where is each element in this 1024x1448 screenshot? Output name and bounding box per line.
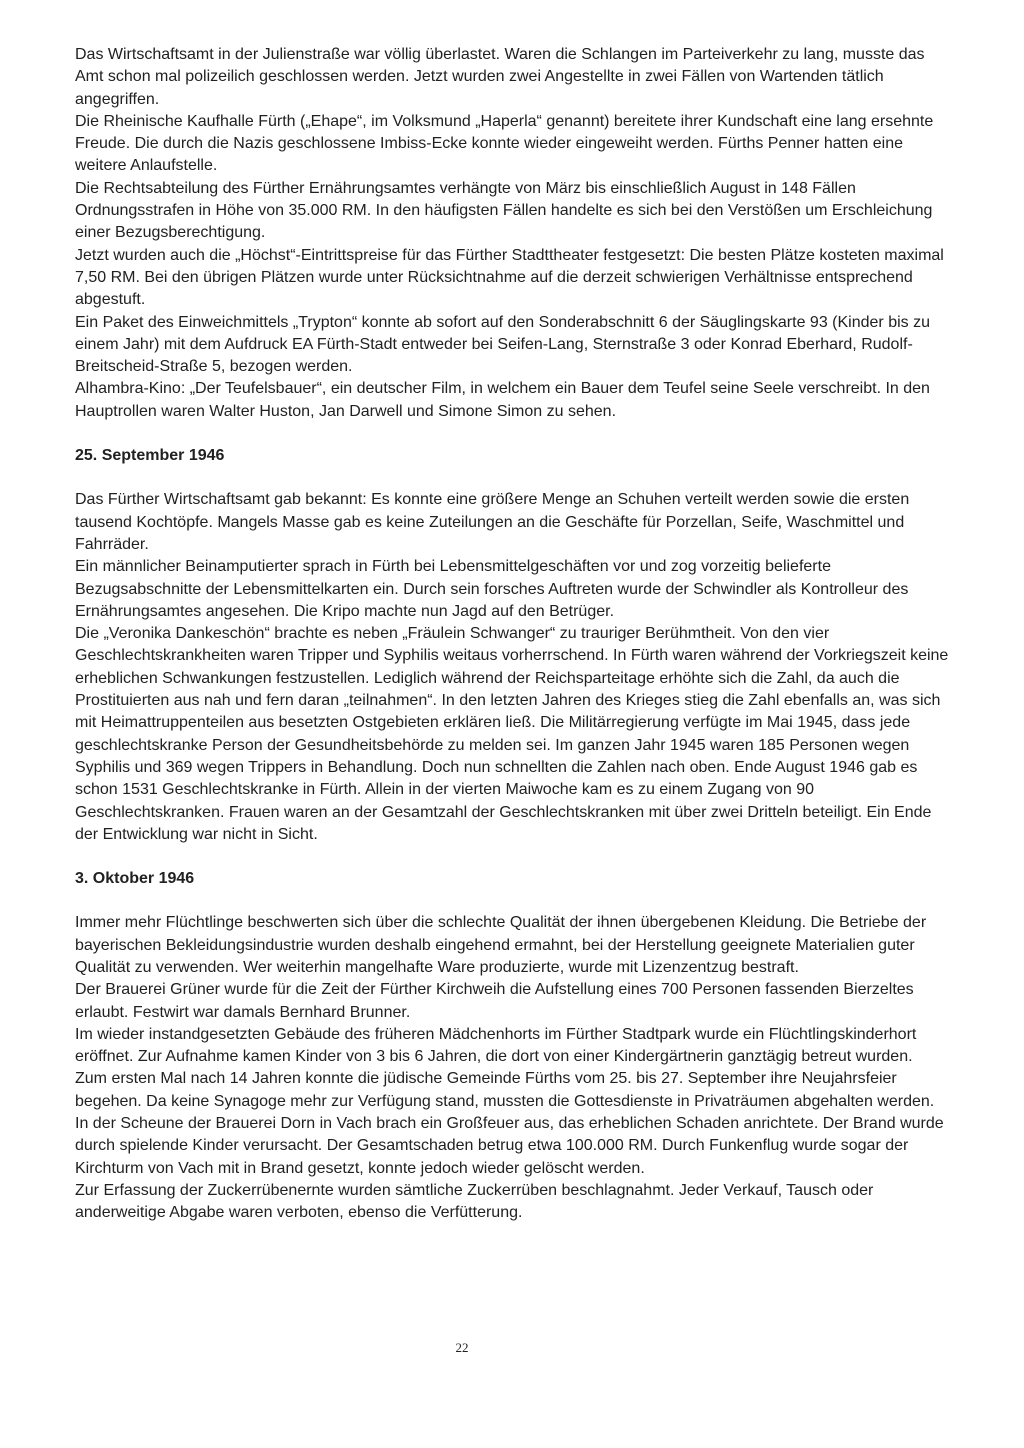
paragraph: Ein männlicher Beinamputierter sprach in Fürth bei Lebensmittelgeschäften vor und zog vorzeitig belieferte Bezugsabschnitte der Lebensmittelkarten ein. Durch sein forsches Auftreten wurde der Schwindler als Kontrolleur des Ernährungsamtes angesehen. Die Kripo machte nun Jagd auf den Betrüger. [75,558,909,620]
paragraph: In der Scheune der Brauerei Dorn in Vach brach ein Großfeuer aus, das erheblichen Schaden anrichtete. Der Brand wurde durch spielende Kinder verursacht. Der Gesamtschaden betrug etwa 100.000 RM. Durch Funkenflug wurde sogar der Kirchturm von Vach mit in Brand gesetzt, konnte jedoch wieder gelöscht werden. [75,1115,944,1177]
paragraph: Zum ersten Mal nach 14 Jahren konnte die jüdische Gemeinde Fürths vom 25. bis 27. September ihre Neujahrsfeier begehen. Da keine Synagoge mehr zur Verfügung stand, mussten die Gottesdienste in Privaträumen abgehalten werden. [75,1070,935,1110]
page-content [75,44,951,1225]
paragraph: Die Rechtsabteilung des Fürther Ernährungsamtes verhängte von März bis einschließlich August in 148 Fällen Ordnungsstrafen in Höhe von 35.000 RM. In den häufigsten Fällen handelte es sich bei den Verstößen um Erschleichung einer Bezugsberechtigung. [75,179,933,242]
section-heading-3-oktober-1946: 3. Oktober 1946 [75,870,195,888]
paragraph: Das Fürther Wirtschaftsamt gab bekannt: Es konnte eine größere Menge an Schuhen verteilt werden sowie die ersten tausend Kochtöpfe. Mangels Masse gab es keine Zuteilungen an die Geschäfte für Porzellan, Seife, Waschmittel und Fahrräder. [75,491,910,553]
paragraph: Jetzt wurden auch die „Höchst“-Eintrittspreise für das Fürther Stadttheater festgesetzt: Die besten Plätze kosteten maximal 7,50 RM. Bei den übrigen Plätzen wurde unter Rücksichtnahme auf die derzeit schwierigen Verhältnisse entsprechend abgestuft. [75,246,944,309]
paragraph: Zur Erfassung der Zuckerrübenernte wurden sämtliche Zuckerrüben beschlagnahmt. Jeder Verkauf, Tausch oder anderweitige Abgabe waren verboten, ebenso die Verfütterung. [75,1181,874,1222]
paragraph: Der Brauerei Grüner wurde für die Zeit der Fürther Kirchweih die Aufstellung eines 700 Personen fassenden Bierzeltes erlaubt. Festwirt war damals Bernhard Brunner. [75,981,914,1021]
paragraph: Im wieder instandgesetzten Gebäude des früheren Mädchenhorts im Fürther Stadtpark wurde ein Flüchtlingskinderhort eröffnet. Zur Aufnahme kamen Kinder von 3 bis 6 Jahren, die dort von einer Kindergärtnerin ganztägig betreut wurden. [75,1025,917,1066]
page-number: 22 [455,1340,469,1355]
section-intro [75,44,951,423]
paragraph: Immer mehr Flüchtlinge beschwerten sich über die schlechte Qualität der ihnen übergebenen Kleidung. Die Betriebe der bayerischen Bekleidungsindustrie wurden deshalb eingehend ermahnt, bei der Herstellung geeignete Materialien guter Qualität zu verwenden. Wer weiterhin mangelhafte Ware produzierte, wurde mit Lizenzentzug bestraft. [75,914,927,976]
section-25-september-1946 [75,489,951,846]
paragraph: Die „Veronika Dankeschön“ brachte es neben „Fräulein Schwanger“ zu trauriger Berühmtheit. Von den vier Geschlechtskrankheiten waren Tripper und Syphilis weitaus vorherrschend. In Fürth waren während der Vorkriegszeit keine erheblichen Schwankungen festzustellen. Lediglich während der Reichsparteitage erhöhte sich die Zahl, da auch die Prostituierten aus nah und fern daran „teilnahmen“. In den letzten Jahren des Krieges stieg die Zahl ebenfalls an, was sich mit Heimattruppenteilen aus besetzten Ostgebieten erklären ließ. Die Militärregierung verfügte im Mai 1945, dass jede geschlechtskranke Person der Gesundheitsbehörde zu melden sei. Im ganzen Jahr 1945 waren 185 Personen wegen Syphilis und 369 wegen Trippers in Behandlung. Doch nun schnellten die Zahlen nach oben. Ende August 1946 gab es schon 1531 Geschlechtskranke in Fürth. Allein in der vierten Maiwoche kam es zu einem Zugang von 90 Geschlechtskranken. Frauen waren an der Gesamtzahl der Geschlechtskranken mit über zwei Dritteln beteiligt. Ein Ende der Entwicklung war nicht in Sicht. [75,625,949,843]
paragraph: Das Wirtschaftsamt in der Julienstraße war völlig überlastet. Waren die Schlangen im Parteiverkehr zu lang, musste das Amt schon mal polizeilich geschlossen werden. Jetzt wurden zwei Angestellte in zwei Fällen von Wartenden tätlich angegriffen. [75,46,925,108]
paragraph: Alhambra-Kino: „Der Teufelsbauer“, ein deutscher Film, in welchem ein Bauer dem Teufel seine Seele verschreibt. In den Hauptrollen waren Walter Huston, Jan Darwell und Simone Simon zu sehen. [75,380,930,420]
paragraph: Die Rheinische Kaufhalle Fürth („Ehape“, im Volksmund „Haperla“ genannt) bereitete ihrer Kundschaft eine lang ersehnte Freude. Die durch die Nazis geschlossene Imbiss-Ecke konnte wieder eingeweiht werden. Fürths Penner hatten eine weitere Anlaufstelle. [75,112,934,175]
section-heading-25-september-1946: 25. September 1946 [75,447,225,465]
paragraph: Ein Paket des Einweichmittels „Trypton“ konnte ab sofort auf den Sonderabschnitt 6 der Säuglingskarte 93 (Kinder bis zu einem Jahr) mit dem Aufdruck EA Fürth-Stadt entweder bei Seifen-Lang, Sternstraße 3 oder Konrad Eberhard, Rudolf-Breitscheid-Straße 5, bezogen werden. [75,313,930,376]
section-3-oktober-1946 [75,912,951,1224]
